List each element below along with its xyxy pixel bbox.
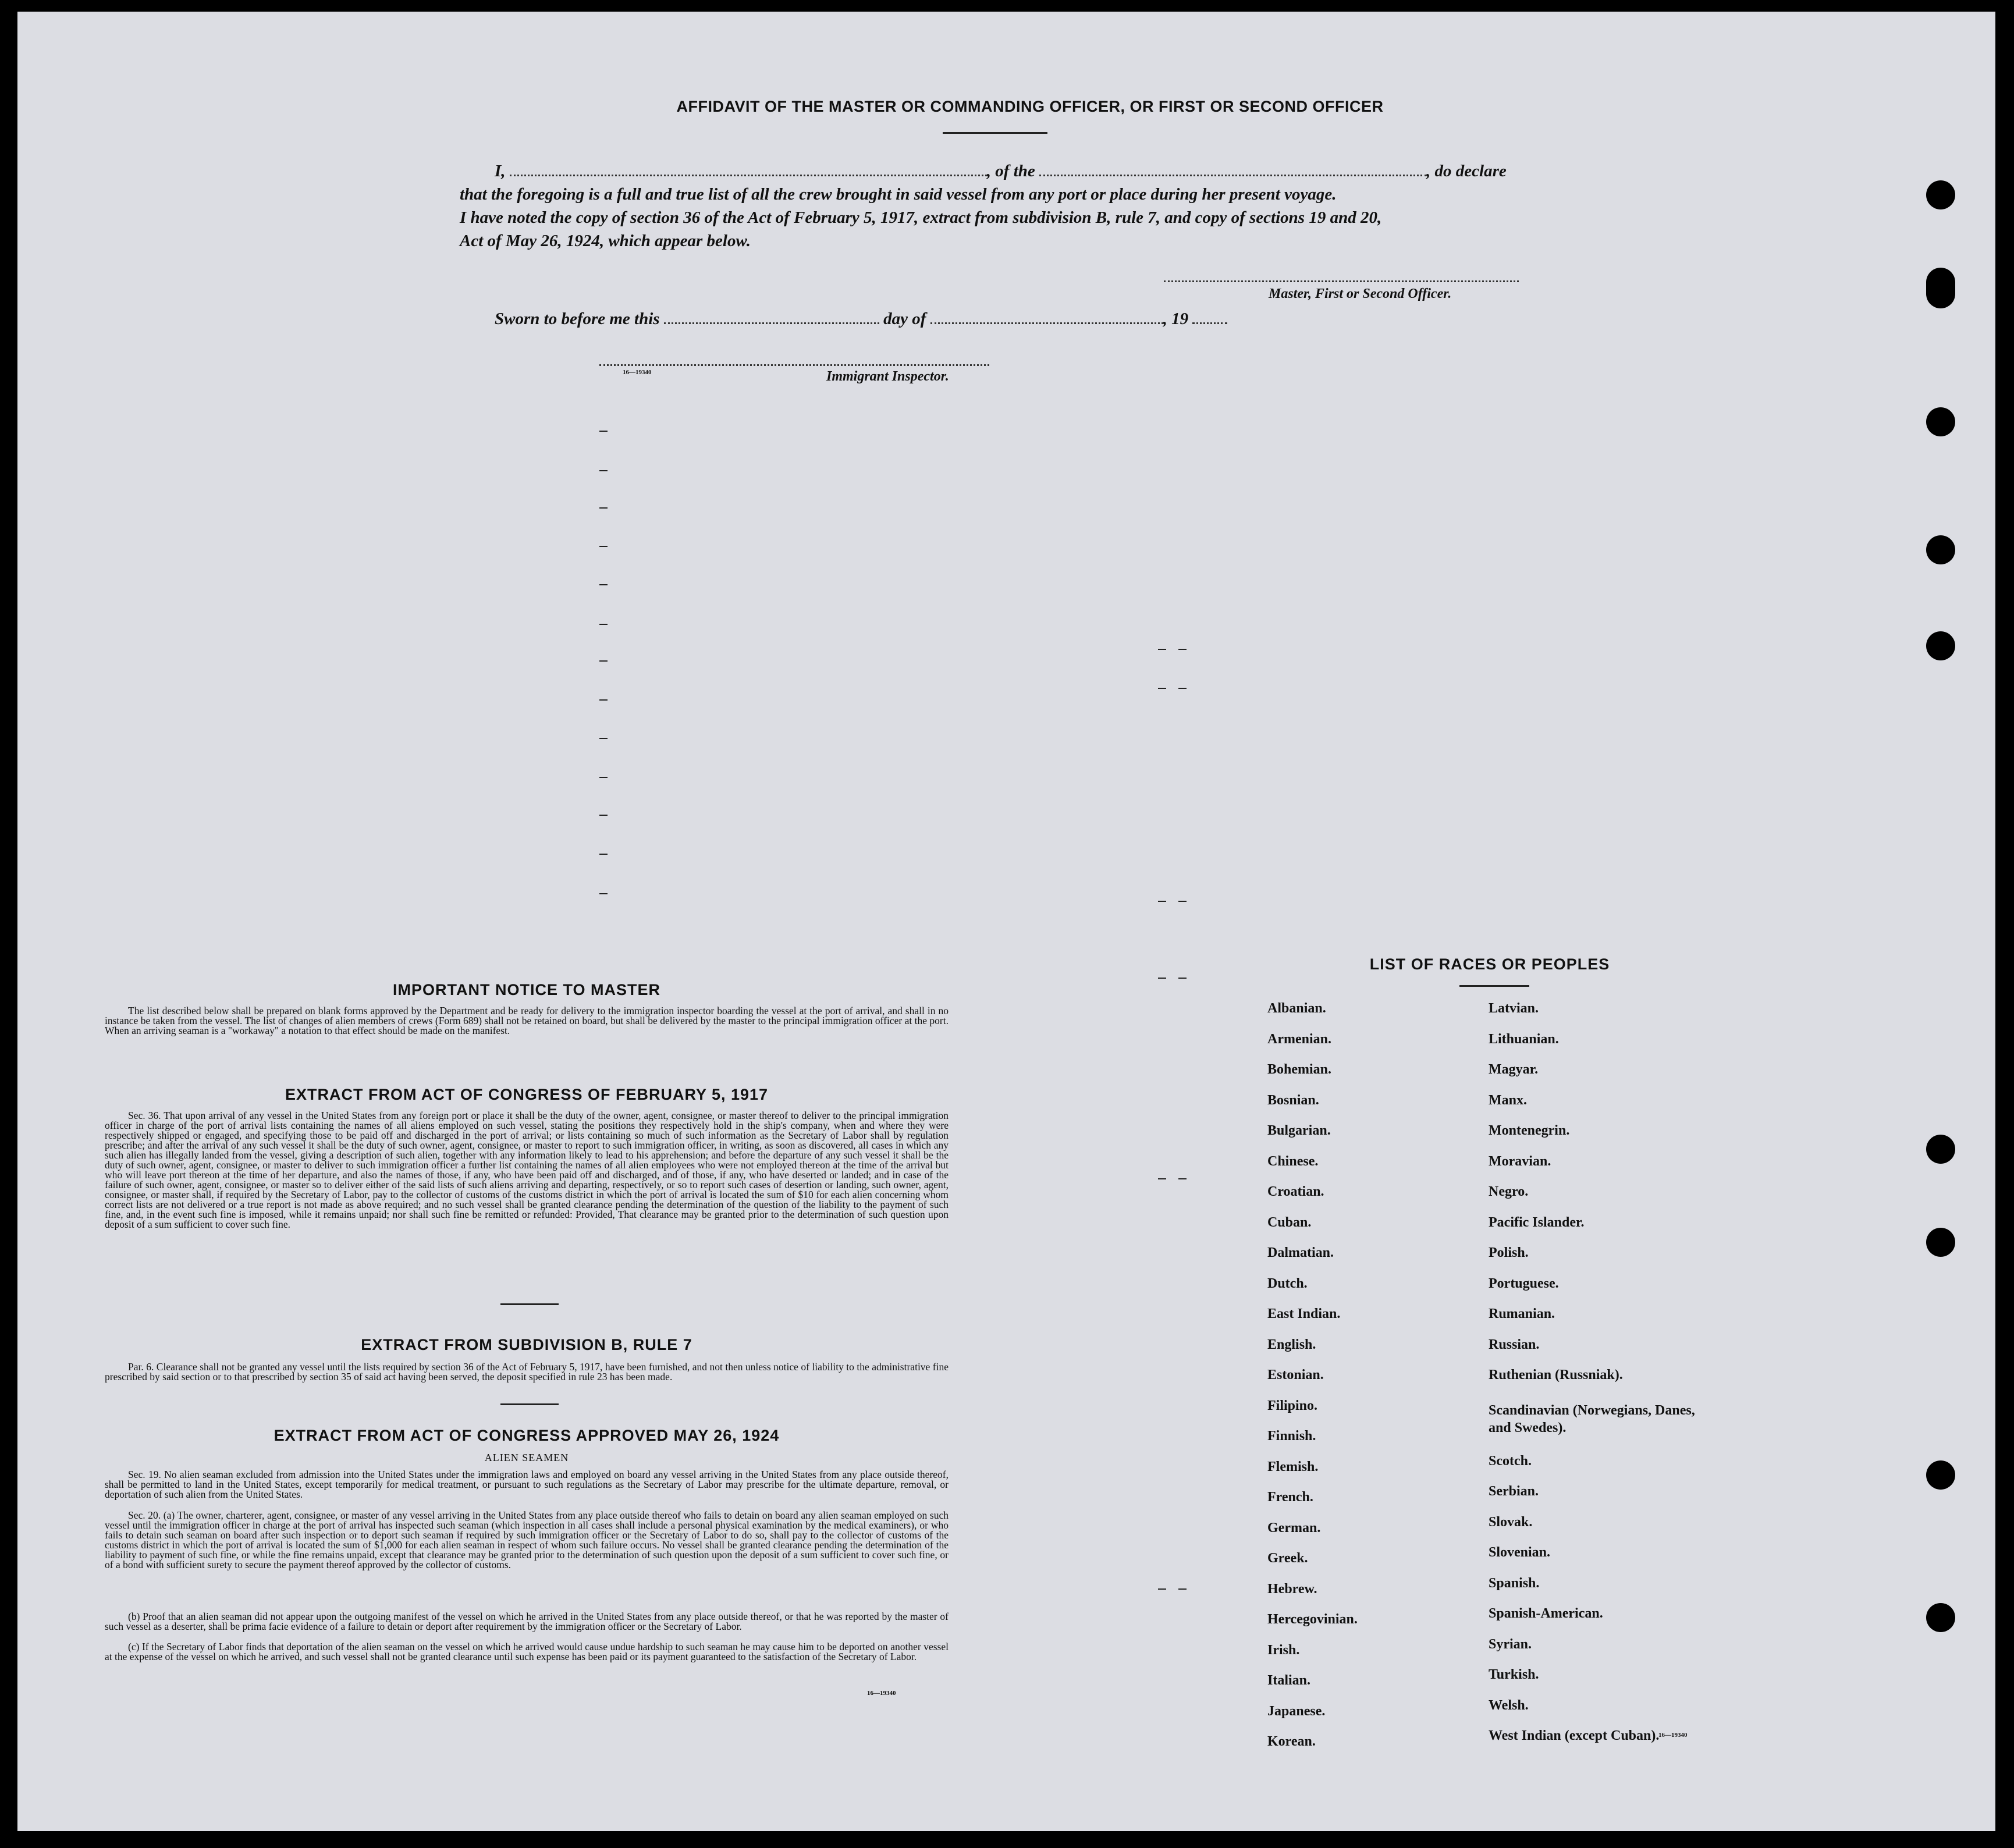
column-mark — [1158, 688, 1166, 689]
title-rule — [943, 132, 1047, 134]
punch-hole — [1926, 1603, 1955, 1632]
punch-hole — [1926, 268, 1955, 308]
column-mark — [599, 699, 608, 701]
column-mark — [1158, 649, 1166, 650]
race-item: Montenegrin. — [1489, 1123, 1570, 1138]
master-signature-line[interactable] — [1164, 280, 1519, 282]
form-number: 16—19340 — [867, 1690, 896, 1697]
race-item: Magyar. — [1489, 1062, 1539, 1077]
inspector-form-number: 16—19340 — [623, 369, 652, 376]
race-item: Spanish-American. — [1489, 1606, 1603, 1621]
race-item: Finnish. — [1267, 1428, 1316, 1444]
race-item: Portuguese. — [1489, 1275, 1559, 1291]
column-mark — [599, 470, 608, 471]
sworn-month-field[interactable] — [930, 322, 1163, 324]
sec20c-text: (c) If the Secretary of Labor finds that deportation of the alien seaman on the vessel on which he arrived would cause undue hardship to such seaman he may cause him to be deported on another vessel at the expense of the vessel on which he arrived, and such vessel shall not be granted clearance until such expense has been paid or its payment guaranteed to the satisfaction of the Secretary of Labor. — [105, 1641, 949, 1662]
sworn-line — [495, 310, 1227, 329]
race-item: English. — [1267, 1337, 1316, 1352]
column-mark — [1158, 901, 1166, 902]
race-item: Russian. — [1489, 1337, 1540, 1352]
year-label: , 19 — [1163, 310, 1189, 328]
section-rule — [500, 1303, 559, 1305]
affidavit-title: AFFIDAVIT OF THE MASTER OR COMMANDING OFFICER, OR FIRST OR SECOND OFFICER — [676, 98, 1384, 115]
race-item: German. — [1267, 1520, 1321, 1536]
race-item: Chinese. — [1267, 1153, 1319, 1169]
race-item: Scandinavian (Norwegians, Danes, and Swedes). — [1489, 1402, 1695, 1435]
column-mark — [599, 431, 608, 432]
column-mark — [1178, 978, 1187, 979]
column-mark — [1158, 978, 1166, 979]
race-item: Slovak. — [1489, 1514, 1533, 1530]
punch-hole — [1926, 1135, 1955, 1164]
document-page — [17, 12, 1995, 1831]
column-mark — [599, 624, 608, 625]
races-column-2 — [1489, 1001, 1733, 1759]
race-item: Turkish. — [1489, 1667, 1539, 1682]
column-mark — [1158, 1588, 1166, 1590]
race-item: Japanese. — [1267, 1703, 1326, 1719]
race-item: West Indian (except Cuban). — [1489, 1728, 1660, 1743]
race-item: Latvian. — [1489, 1001, 1539, 1016]
rule7-title: EXTRACT FROM SUBDIVISION B, RULE 7 — [361, 1336, 692, 1353]
notice-title: IMPORTANT NOTICE TO MASTER — [393, 981, 660, 998]
master-signature-label: Master, First or Second Officer. — [1269, 286, 1452, 301]
affidavit-line-4: Act of May 26, 1924, which appear below. — [460, 232, 751, 250]
races-form-number: 16—19340 — [1658, 1732, 1688, 1739]
sec20a-text: Sec. 20. (a) The owner, charterer, agent, consignee, or master of any vessel arriving in the United States from any place outside thereof who fails to detain on board any alien seaman employed on such vessel until the immigration officer in charge at the port of arrival has inspected such seaman (which inspection in all cases shall include a personal physical examination by the medical examiners), or who fails to detain such seaman on board after such inspection or to deport such seaman if required by such immigration officer or the Secretary of Labor to do so, shall pay to the collector of customs of the customs district in which the port of arrival is located the sum of $1,000 for each alien seaman in respect of whom such failure occurs. No vessel shall be granted clearance pending the determination of the liability to payment of such fine, or while the fine remains unpaid, except that clearance may be granted prior to the determination of such question upon the deposit of a sum sufficient to cover such fine, or of a bond with sufficient surety to secure the payment thereof approved by the collector of customs. — [105, 1509, 949, 1570]
races-rule — [1459, 985, 1529, 987]
race-item: Moravian. — [1489, 1153, 1551, 1169]
column-mark — [599, 584, 608, 585]
race-item: French. — [1267, 1490, 1313, 1505]
column-mark — [599, 854, 608, 855]
rule7-text: Par. 6. Clearance shall not be granted any vessel until the lists required by section 36 of the Act of February 5, 1917, have been furnished, and not then unless notice of liability to the administrative fine prescribed by said section or to that prescribed by section 35 of said act having been served, the deposit specified in rule 23 has been made. — [105, 1361, 949, 1383]
race-item: Armenian. — [1267, 1031, 1331, 1047]
extract-1924-title: EXTRACT FROM ACT OF CONGRESS APPROVED MAY 26, 1924 — [273, 1427, 780, 1444]
column-mark — [599, 893, 608, 894]
alien-seamen-subtitle: ALIEN SEAMEN — [484, 1452, 569, 1463]
affiant-name-field[interactable] — [510, 175, 987, 176]
race-item: Scotch. — [1489, 1453, 1532, 1469]
column-mark — [599, 815, 608, 816]
punch-hole — [1926, 631, 1955, 660]
race-item: Croatian. — [1267, 1184, 1324, 1199]
affidavit-line-1 — [495, 162, 1507, 181]
race-item: Bosnian. — [1267, 1092, 1319, 1108]
race-item: Syrian. — [1489, 1636, 1532, 1652]
race-item: Bulgarian. — [1267, 1123, 1331, 1138]
extract-1917-title: EXTRACT FROM ACT OF CONGRESS OF FEBRUARY 5, 1917 — [285, 1086, 769, 1103]
column-mark — [1158, 1178, 1166, 1179]
race-item: Estonian. — [1267, 1367, 1324, 1383]
affidavit-line-2: that the foregoing is a full and true list of all the crew brought in said vessel from any port or place during her present voyage. — [460, 185, 1337, 204]
sworn-year-field[interactable] — [1192, 322, 1227, 324]
race-item: Manx. — [1489, 1092, 1527, 1108]
race-item: Rumanian. — [1489, 1306, 1555, 1321]
race-item: Hercegovinian. — [1267, 1612, 1358, 1627]
race-item: Irish. — [1267, 1642, 1300, 1658]
punch-hole — [1926, 407, 1955, 436]
race-item: Spanish. — [1489, 1575, 1540, 1591]
column-mark — [599, 777, 608, 778]
punch-hole — [1926, 180, 1955, 209]
inspector-signature-line[interactable] — [599, 364, 989, 366]
column-mark — [1178, 1178, 1187, 1179]
race-item: Cuban. — [1267, 1214, 1312, 1230]
sworn-label: Sworn to before me this — [495, 310, 660, 328]
race-item: Filipino. — [1267, 1398, 1318, 1413]
race-item: Bohemian. — [1267, 1062, 1332, 1077]
day-of-label: day of — [883, 310, 926, 328]
extract-1917-text: Sec. 36. That upon arrival of any vessel in the United States from any foreign port or place it shall be the duty of the owner, agent, consignee, or master thereof to deliver to the principal immigration officer in charge of the port of arrival lists containing the names of all aliens employed on such vessel, stating the positions they respectively hold in the ship's company, when and where they were respectively shipped or engaged, and specifying those to be paid off and discharged in the port of arrival; or lists containing so much of such information as the Secretary of Labor shall by regulation prescribe; and after the arrival of any such vessel it shall be the duty of such owner, agent, consignee, or master to report to such immigration officer, in writing, as soon as discovered, all cases in which any such alien has illegally landed from the vessel, giving a description of such alien, together with any information likely to lead to his apprehension; and before the departure of any such vessel it shall be the duty of such owner, agent, consignee, or master to deliver to such immigration officer a further list containing the names of all alien employees who were not employed thereon at the time of the arrival but who will leave port thereon at the time of her departure, and also the names of those, if any, who have been paid off and discharged, and of those, if any, who have deserted or landed; and in case of the failure of such owner, agent, consignee, or master so to deliver either of the said lists of such aliens arriving and departing, respectively, or so to report such cases of desertion or landing, such owner, agent, consignee, or master shall, if required by the Secretary of Labor, pay to the collector of customs of the customs district in which the port of arrival is located the sum of $10 for each alien concerning whom correct lists are not delivered or a true report is not made as above required; and no such vessel shall be granted clearance pending the determination of the question of the liability to the payment of such fine, and, in the event such fine is imposed, while it remains unpaid; nor shall such fine be remitted or refunded: Provided, That clearance may be granted prior to the determination of such question upon deposit of a sum sufficient to cover such fine. — [105, 1110, 949, 1230]
race-item: Italian. — [1267, 1673, 1311, 1688]
races-column-1 — [1267, 1001, 1442, 1765]
column-mark — [599, 660, 608, 662]
column-mark — [1178, 649, 1187, 650]
race-item: Negro. — [1489, 1184, 1529, 1199]
race-item: Welsh. — [1489, 1697, 1529, 1713]
race-item: Albanian. — [1267, 1001, 1326, 1016]
punch-hole — [1926, 1228, 1955, 1257]
section-rule — [500, 1403, 559, 1405]
race-item: Korean. — [1267, 1734, 1316, 1749]
column-mark — [1178, 901, 1187, 902]
vessel-label: , of the — [986, 162, 1035, 180]
column-mark — [1178, 688, 1187, 689]
sworn-day-field[interactable] — [664, 322, 879, 324]
race-item: Lithuanian. — [1489, 1031, 1559, 1047]
race-item: East Indian. — [1267, 1306, 1341, 1321]
sec19-text: Sec. 19. No alien seaman excluded from admission into the United States under the immigration laws and employed on board any vessel arriving in the United States from any place outside thereof, shall be permitted to land in the United States, except temporarily for medical treatment, or pursuant to such regulations as the Secretary of Labor may prescribe for the ultimate departure, removal, or deportation of such alien from the United States. — [105, 1469, 949, 1500]
column-mark — [599, 546, 608, 547]
declare-label: , do declare — [1426, 162, 1507, 180]
affiant-label: I, — [495, 162, 506, 180]
race-item: Hebrew. — [1267, 1581, 1317, 1597]
race-item: Flemish. — [1267, 1459, 1319, 1474]
affidavit-line-3: I have noted the copy of section 36 of the Act of February 5, 1917, extract from subdivision B, rule 7, and copy of sections 19 and 20, — [460, 208, 1382, 227]
punch-hole — [1926, 1460, 1955, 1490]
races-title: LIST OF RACES OR PEOPLES — [1369, 955, 1610, 973]
race-item: Polish. — [1489, 1245, 1529, 1260]
vessel-name-field[interactable] — [1039, 175, 1426, 176]
punch-hole — [1926, 535, 1955, 564]
race-item: Dutch. — [1267, 1275, 1308, 1291]
inspector-label: Immigrant Inspector. — [826, 369, 949, 384]
sec20b-text: (b) Proof that an alien seaman did not appear upon the outgoing manifest of the vessel on which he arrived in the United States from any place outside thereof, or that he was reported by the master of such vessel as a deserter, shall be prima facie evidence of a failure to detain or deport after requirement by the immigration officer or the Secretary of Labor. — [105, 1611, 949, 1632]
race-item: Greek. — [1267, 1551, 1308, 1566]
column-mark — [599, 507, 608, 509]
race-item: Serbian. — [1489, 1484, 1539, 1499]
column-mark — [1178, 1588, 1187, 1590]
race-item: Ruthenian (Russniak). — [1489, 1367, 1623, 1383]
column-mark — [599, 738, 608, 739]
race-item: Dalmatian. — [1267, 1245, 1334, 1260]
race-item: Pacific Islander. — [1489, 1214, 1585, 1230]
notice-text: The list described below shall be prepared on blank forms approved by the Department and be ready for delivery to the immigration inspector boarding the vessel at the port of arrival, and shall in no instance be taken from the vessel. The list of changes of alien members of crews (Form 689) shall not be retained on board, but shall be delivered by the master to the principal immigration officer at the port. When an arriving seaman is a "workaway" a notation to that effect should be made on the manifest. — [105, 1005, 949, 1036]
race-item: Slovenian. — [1489, 1545, 1551, 1560]
